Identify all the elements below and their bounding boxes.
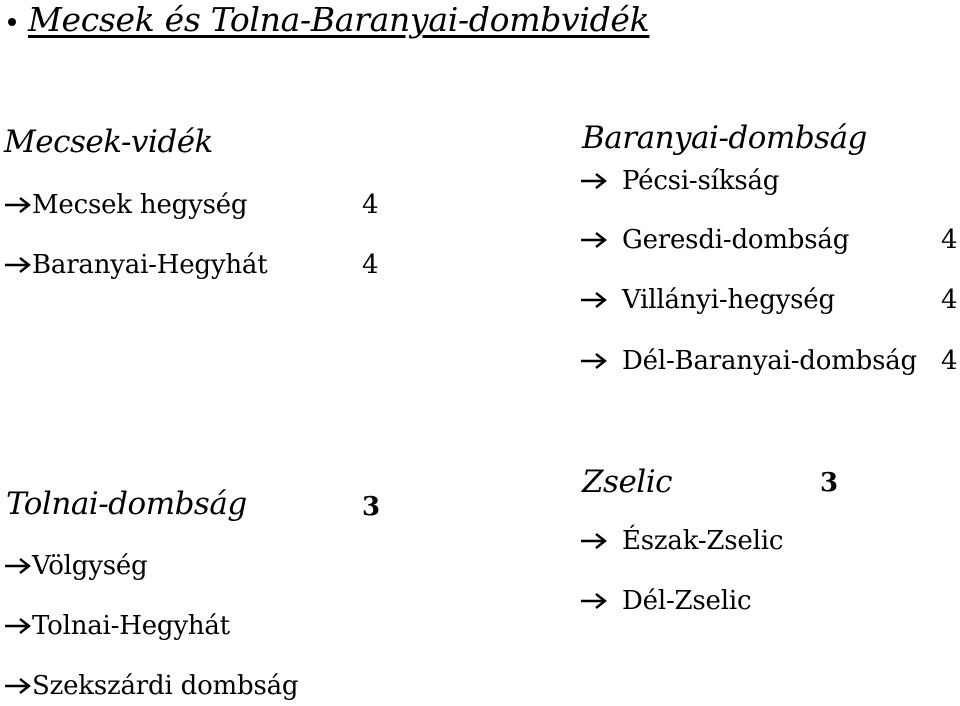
item-label: Villányi-hegység xyxy=(622,285,835,315)
item-label: Völgység xyxy=(32,551,148,581)
right-arrow-icon xyxy=(4,556,32,576)
item-label: Dél-Zselic xyxy=(622,586,752,616)
item-label: Dél-Baranyai-dombság xyxy=(622,346,917,376)
list-item xyxy=(580,166,779,196)
right-arrow-icon xyxy=(4,616,32,636)
group-heading-zselic: Zselic xyxy=(582,464,672,500)
group-heading-mecsek-videk: Mecsek-vidék xyxy=(4,124,213,160)
item-label: Geresdi-dombság xyxy=(622,225,850,255)
list-item xyxy=(580,285,835,315)
list-item xyxy=(580,526,783,556)
right-arrow-icon xyxy=(4,255,32,275)
item-value: 4 xyxy=(941,346,958,376)
list-item xyxy=(4,611,230,641)
list-item xyxy=(580,225,849,255)
item-label: Baranyai-Hegyhát xyxy=(32,250,268,280)
list-item xyxy=(580,586,751,616)
right-arrow-icon xyxy=(580,351,608,371)
heading-value: 3 xyxy=(820,468,839,498)
item-value: 4 xyxy=(941,285,958,315)
list-item xyxy=(4,190,247,220)
item-label: Tolnai-Hegyhát xyxy=(32,611,230,641)
group-heading-tolnai-dombsag: Tolnai-dombság xyxy=(6,486,247,522)
item-label: Szekszárdi dombság xyxy=(32,671,299,701)
right-arrow-icon xyxy=(580,290,608,310)
list-item xyxy=(4,250,267,280)
right-arrow-icon xyxy=(580,171,608,191)
right-arrow-icon xyxy=(580,230,608,250)
right-arrow-icon xyxy=(580,531,608,551)
item-value: 4 xyxy=(941,225,958,255)
item-label: Pécsi-síkság xyxy=(622,166,780,196)
list-item xyxy=(580,346,917,376)
item-label: Mecsek hegység xyxy=(32,190,248,220)
right-arrow-icon xyxy=(580,591,608,611)
right-arrow-icon xyxy=(4,676,32,696)
item-label: Észak-Zselic xyxy=(622,526,784,556)
right-arrow-icon xyxy=(4,195,32,215)
page-title: Mecsek és Tolna-Baranyai-dombvidék xyxy=(28,0,650,39)
list-item xyxy=(4,551,147,581)
item-value: 4 xyxy=(362,250,379,280)
heading-value: 3 xyxy=(362,492,381,522)
list-item xyxy=(4,671,298,701)
bullet-icon xyxy=(8,18,16,26)
group-heading-baranyai-dombsag: Baranyai-dombság xyxy=(582,120,867,156)
item-value: 4 xyxy=(362,190,379,220)
